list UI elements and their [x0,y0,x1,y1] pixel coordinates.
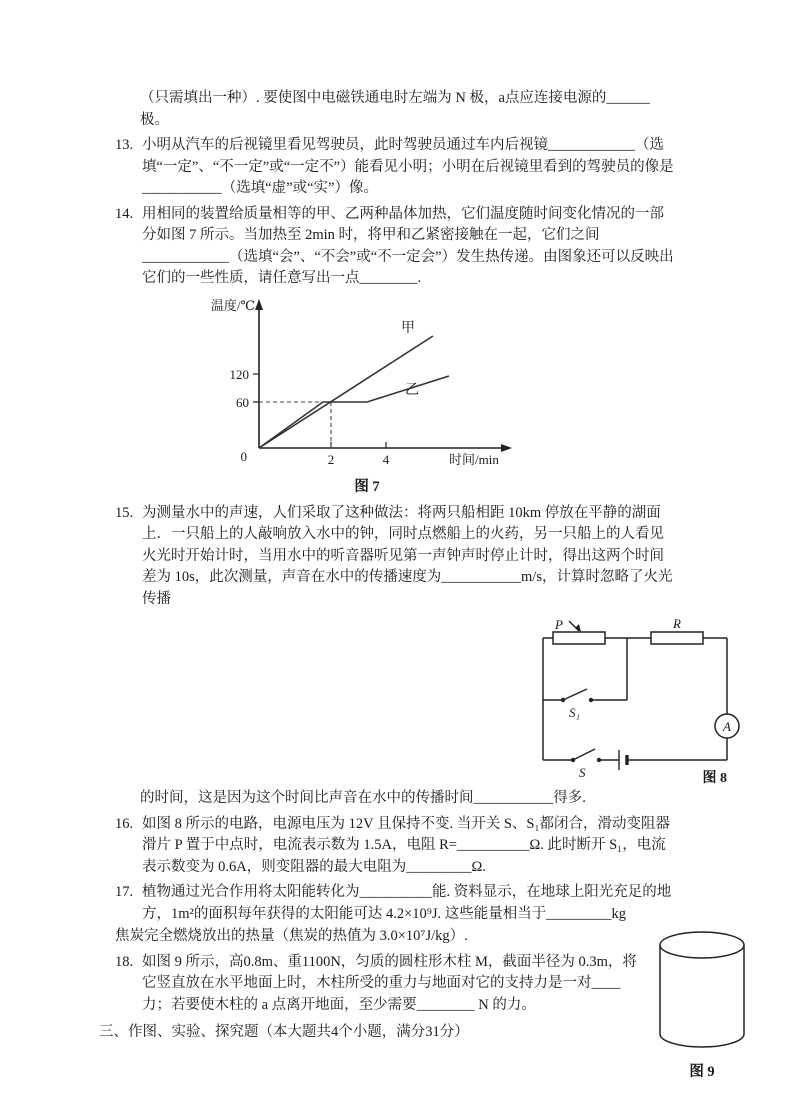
ammeter-label-a: A [723,719,731,734]
question-13 [115,135,675,200]
fig7-tick-120-label: 120 [229,366,249,382]
cylinder-bottom-arc [660,1034,744,1047]
fig7-x-arrow [501,444,512,452]
question-15-number: 15. [115,504,134,521]
q15-continuation-text: 的时间，这是因为这个时间比声音在水中的传播时间___________得多. [140,790,586,806]
question-18 [115,952,675,1017]
cylinder-top-ellipse [660,932,744,958]
figure-9 [648,926,756,1083]
section-3-heading: 三、作图、实验、探究题（本大题共4个小题，满分31分） [99,1024,469,1040]
resistor-r [651,632,703,644]
fig7-y-arrow [255,299,263,310]
figure-7 [197,296,537,499]
question-18-number: 18. [115,953,134,970]
question-17 [115,882,675,925]
fig7-tick-4-label: 4 [382,451,390,467]
figure-9-cylinder [650,926,754,1052]
question-15 [115,503,675,611]
s1-contact-right [589,698,593,702]
switch-s1-label: S₁ [569,705,581,720]
question-14-text: 用相同的装置给质量相等的甲、乙两种晶体加热，它们温度随时间变化情况的一部分如图 7 所示。当加热至 2min 时，将甲和乙紧密接触在一起，它们之间____________（选填“会”、“不会”或“不一定会”）发生热传递。由图象还可以反映出它们的一些性质，请任意写出一点________. [142,205,674,286]
resistor-label-r: R [673,618,681,631]
question-14 [115,204,675,290]
question-13-number: 13. [115,137,134,153]
figure-7-graph [197,296,537,468]
fig7-tick-2-label: 2 [327,451,335,467]
question-14-number: 14. [115,205,134,222]
fig7-x-label: 时间/min [449,451,499,467]
q12-continuation-text: （只需填出一种）. 要使图中电磁铁通电时左端为 N 极，a点应连接电源的______极。 [140,90,650,128]
switch-s1-lever [563,689,587,700]
rheostat [553,632,605,644]
fig7-series-jia-label: 甲 [401,320,415,336]
figure-8-circuit [529,618,747,786]
question-17-text-2: 焦炭完全燃烧放出的热量（焦炭的热值为 3.0×10⁷J/kg）. [115,928,468,944]
fig7-series-yi-label: 乙 [405,382,419,398]
figure-8 [115,618,747,786]
switch-s-label: S [579,765,586,780]
question-15-text: 为测量水中的声速，人们采取了这种做法：将两只船相距 10km 停放在平静的湖面上．一只船上的人敲响放入水中的钟，同时点燃船上的火药，另一只船上的人看见火光时开始计时，当用水中的听音器听见第一声钟声时停止计时，得出这两个时间差为 10s，此次测量，声音在水中的传播速度为___________m/s，计算时忽略了火光传播 [142,504,673,607]
fig7-y-label: 温度/℃ [210,297,255,313]
figure-7-caption: 图 7 [354,479,380,495]
switch-s-lever [573,749,595,760]
fig7-tick-60-label: 60 [236,394,249,410]
question-16-text: 如图 8 所示的电路，电源电压为 12V 且保持不变. 当开关 S、S₁都闭合，滑动变阻器滑片 P 置于中点时，电流表示数为 1.5A，电阻 R=__________Ω. 此时断开 S₁，电流表示数变为 0.6A，则变阻器的最大电阻为_________Ω. [142,815,671,875]
question-18-text: 如图 9 所示，高0.8m、重1100N，匀质的圆柱形木柱 M，截面半径为 0.3m，将它竖直放在水平地面上时，木柱所受的重力与地面对它的支持力是一对____力；若要使木柱的 a 点离开地面，至少需要________ N 的力。 [142,953,637,1013]
figure-8-caption: 图 8 [702,771,727,786]
question-16-number: 16. [115,815,134,832]
rheostat-label-p: P [555,618,563,632]
question-16 [115,814,675,879]
fig7-origin-label: 0 [240,448,247,464]
question-17-number: 17. [115,884,134,900]
figure-9-caption: 图 9 [689,1063,715,1080]
question-13-text: 小明从汽车的后视镜里看见驾驶员，此时驾驶员通过车内后视镜____________（选填“一定”、“不一定”或“一定不”）能看见小明；小明在后视镜里看到的驾驶员的像是___________（选填“虚”或“实”）像。 [142,137,674,196]
question-17-text: 植物通过光合作用将太阳能转化为__________能. 资料显示，在地球上阳光充足的地方，1m²的面积每年获得的太阳能可达 4.2×10⁹J. 这些能量相当于_________kg [142,884,672,922]
